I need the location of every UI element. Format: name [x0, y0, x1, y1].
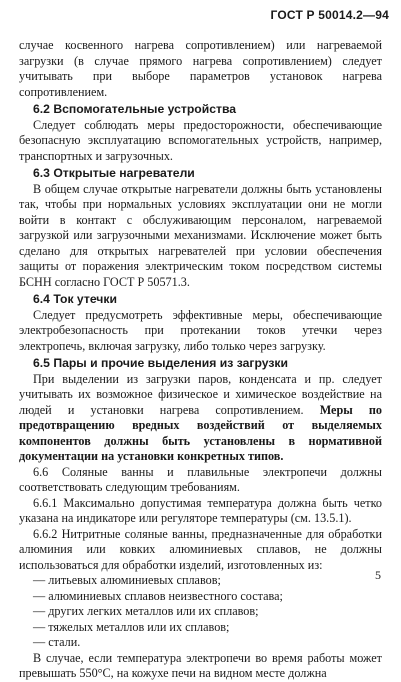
- paragraph-6-6-2: 6.6.2 Нитритные соляные ванны, предназначенные для обработки алюминия или ковких алюминиевых сплавов, не должны использоваться для обработки изделий, изготовленных из:: [19, 526, 382, 572]
- paragraph-6-2: Следует соблюдать меры предосторожности, обеспечивающие безопасную эксплуатацию вспомогательных устройств, например, транспортных и загрузочных.: [19, 117, 382, 163]
- materials-list: [19, 573, 382, 651]
- paragraph-6-5-bold-text: Меры по предотвращению вредных воздействий от выделяемых компонентов должны быть установлены в нормативной документации на установки конкретных типов.: [19, 402, 382, 463]
- paragraph-continuation: случае косвенного нагрева сопротивлением) или нагреваемой загрузки (в случае прямого нагрева сопротивлением) следует учитывать при выборе параметров установок нагрева сопротивлением.: [19, 38, 382, 99]
- section-heading-6-2: 6.2 Вспомогательные устройства: [33, 102, 237, 116]
- document-body: [19, 38, 382, 682]
- section-heading-6-4: 6.4 Ток утечки: [33, 292, 117, 306]
- paragraph-6-5-text: При выделении из загрузки паров, конденсата и пр. следует учитывать их возможное физическое и химическое воздействие на людей и установки нагрева сопротивлением.: [19, 371, 382, 417]
- section-heading-6-3: 6.3 Открытые нагреватели: [33, 166, 195, 180]
- paragraph-6-4: Следует предусмотреть эффективные меры, обеспечивающие электробезопасность при протекании токов утечки через электропечь, включая загрузку, либо только через загрузку.: [19, 307, 382, 353]
- paragraph-6-3: В общем случае открытые нагреватели должны быть установлены так, чтобы при нормальных условиях эксплуатации они не могли войти в контакт с обслуживающим персоналом, нагреваемой загрузкой или загрузочными механизмами. Исключение может быть сделано для открытых нагревателей при условии обеспечения защиты от поражения электрическим током посредством системы БСНН согласно ГОСТ Р 50571.3.: [19, 181, 382, 289]
- document-header: ГОСТ Р 50014.2—94: [270, 8, 389, 22]
- page-number: 5: [375, 568, 381, 582]
- paragraph-last: В случае, если температура электропечи во время работы может превышать 550°С, на кожухе печи на видном месте должна: [19, 650, 382, 680]
- list-item: — тяжелых металлов или их сплавов;: [33, 619, 230, 634]
- paragraph-6-6-1: 6.6.1 Максимально допустимая температура должна быть четко указана на индикаторе или регуляторе температуры (см. 13.5.1).: [19, 495, 382, 525]
- list-item: — других легких металлов или их сплавов;: [33, 604, 259, 618]
- section-heading-6-5: 6.5 Пары и прочие выделения из загрузки: [33, 356, 289, 370]
- paragraph-6-6: 6.6 Соляные ванны и плавильные электропечи должны соответствовать следующим требованиям.: [19, 464, 382, 494]
- list-item: — стали.: [33, 635, 81, 649]
- list-item: — литьевых алюминиевых сплавов;: [33, 573, 221, 587]
- paragraph-6-5: [19, 372, 382, 465]
- list-item: — алюминиевых сплавов неизвестного состава;: [33, 588, 283, 603]
